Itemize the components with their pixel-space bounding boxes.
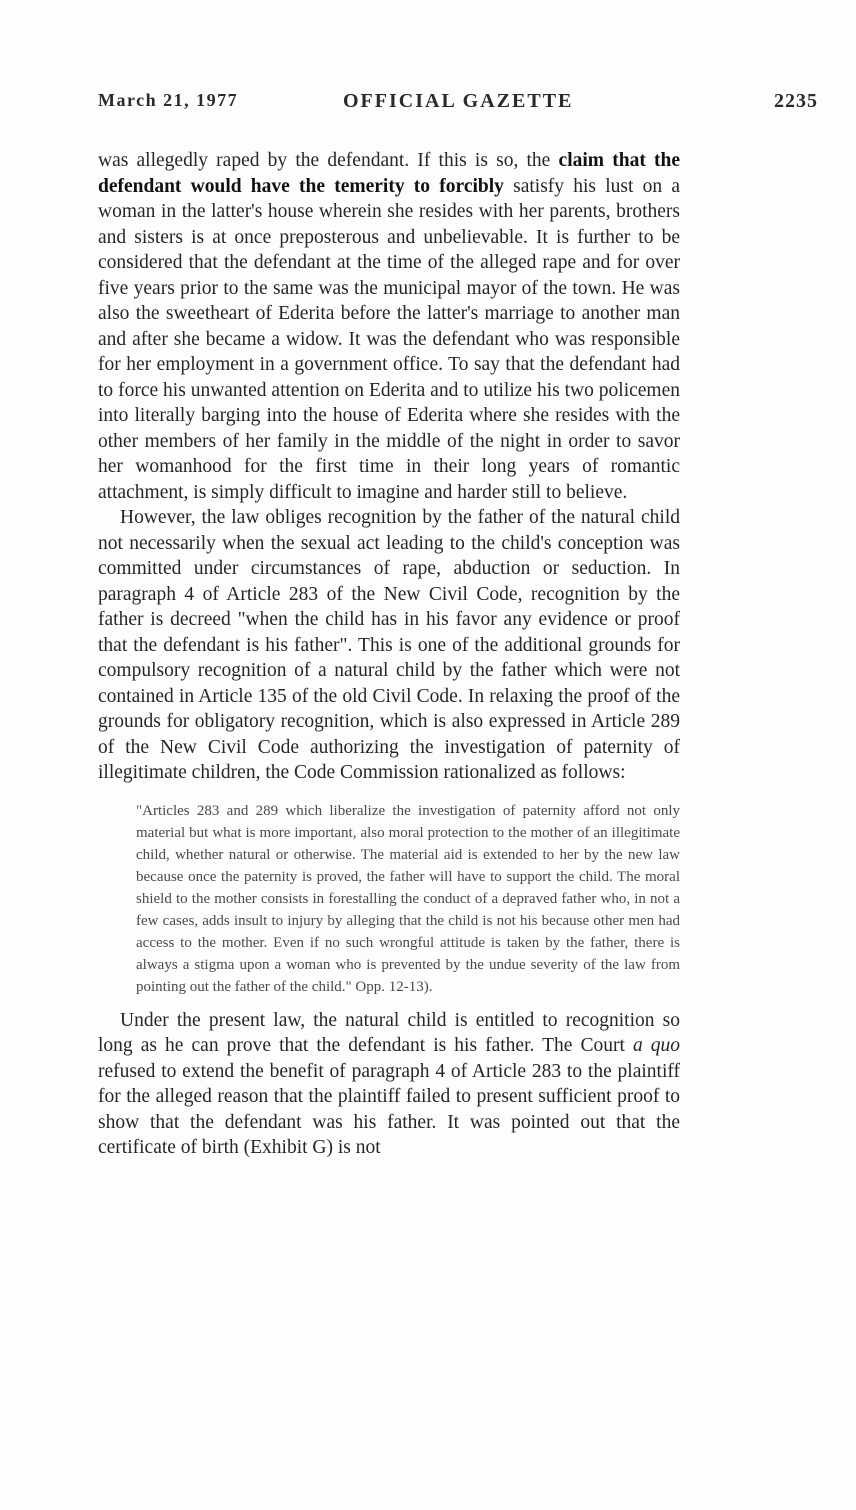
- paragraph-present-law-part2: refused to extend the benefit of paragraph 4 of Article 283 to the plaintiff for the alleged reason that the plaintiff failed to present sufficient proof to show that the defendant was his father. It was pointed out that the certificate of birth (Exhibit G) is not: [98, 1060, 680, 1158]
- header-page-number: 2235: [774, 90, 818, 112]
- page-header: [98, 90, 818, 120]
- block-quotation: [98, 800, 680, 998]
- paragraph-rest: satisfy his lust on a woman in the latter's house wherein she resides with her parents, brothers and sisters is at once preposterous and unbelievable. It is further to be considered that the defendant at the time of the alleged rape and for over five years prior to the same was the municipal mayor of the town. He was also the sweetheart of Ederita before the latter's marriage to another man and after she became a widow. It was the defendant who was responsible for her employment in a government office. To say that the defendant had to force his unwanted attention on Ederita and to utilize his two policemen into literally barging into the house of Ederita where she resides with the other members of her family in the middle of the night in order to savor her womanhood for the first time in their long years of romantic attachment, is simply difficult to imagine and harder still to believe.: [98, 175, 680, 503]
- header-title: OFFICIAL GAZETTE: [343, 90, 574, 112]
- paragraph-lead: was allegedly raped by the defendant. If this is so, the: [98, 150, 551, 171]
- paragraph-present-law-part1: Under the present law, the natural child is entitled to recognition so long as he can prove that the defendant is his father. The Court: [98, 1009, 680, 1056]
- latin-phrase: a quo: [632, 1035, 680, 1056]
- quotation-text: "Articles 283 and 289 which liberalize the investigation of paternity afford not only material but what is more important, also moral protection to the mother of an illegitimate child, whether natural or otherwise. The material aid is extended to her by the new law because once the paternity is proved, the father will have to support the child. The moral shield to the mother consists in forestalling the conduct of a depraved father who, in not a few cases, adds insult to injury by alleging that the child is not his because other men had access to the mother. Even if no such wrongful attitude is taken by the father, there is always a stigma upon a woman who is prevented by the undue severity of the law from pointing out the father of the child." Opp. 12-13).: [136, 802, 680, 995]
- paragraph-continued: [98, 148, 680, 505]
- body-text: [98, 148, 680, 1161]
- paragraph-present-law: [98, 1008, 680, 1161]
- paragraph-law-recognition: However, the law obliges recognition by the father of the natural child not necessarily when the sexual act leading to the child's conception was committed under circumstances of rape, abduction or seduction. In paragraph 4 of Article 283 of the New Civil Code, recognition by the father is decreed "when the child has in his favor any evidence or proof that the defendant is his father". This is one of the additional grounds for compulsory recognition of a natural child by the father which were not contained in Article 135 of the old Civil Code. In relaxing the proof of the grounds for obligatory recognition, which is also expressed in Article 289 of the New Civil Code authorizing the investigation of paternity of illegitimate children, the Code Commission rationalized as follows:: [98, 507, 680, 783]
- paragraph-emphasis: claim that the defendant would have the temerity to forcibly: [98, 150, 680, 197]
- header-date: March 21, 1977: [98, 90, 239, 110]
